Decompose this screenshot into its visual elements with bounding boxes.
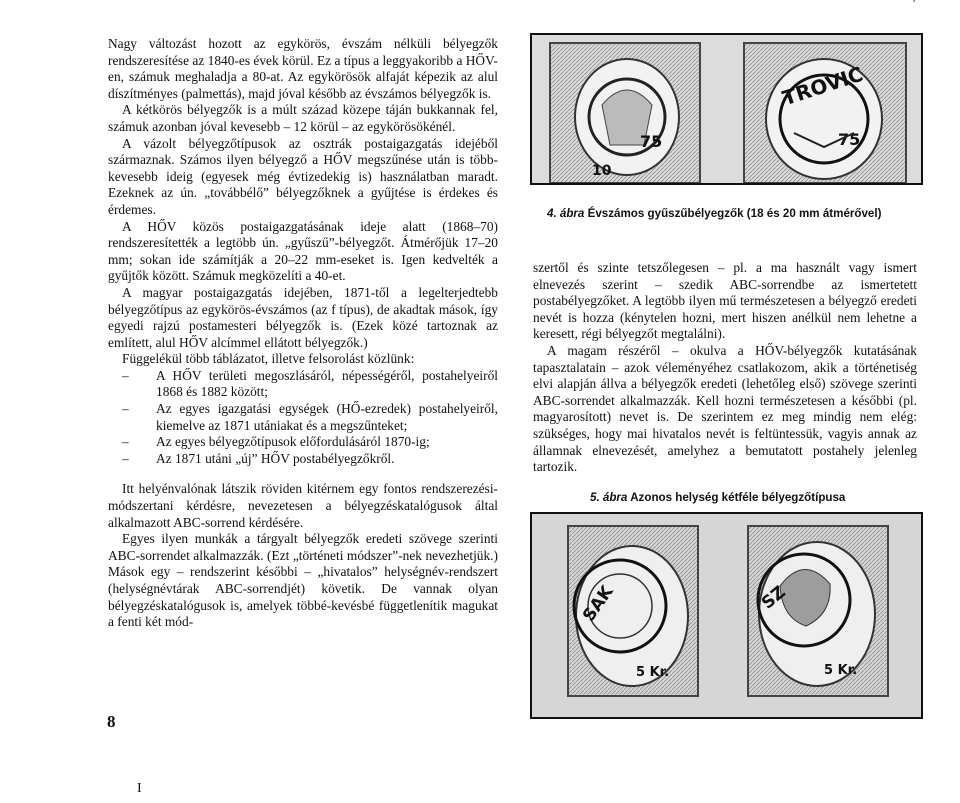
figure-5-number: 5. ábra xyxy=(590,491,628,504)
list-item: – Az egyes igazgatási egységek (HŐ-ezredek) postahelyeiről, kiemelve az 1871 utániakat és a megszűnteket; xyxy=(108,401,498,434)
page-number: 8 xyxy=(107,712,116,731)
bottom-left-stamp-value: 5 Kr. xyxy=(636,665,670,680)
paragraph-hungarian-administration: A magyar postaigazgatás idejében, 1871-től a legelterjedtebb bélyegzőtípus az egykörös-évszámos (az f típus), de akadtak mások, így egyedi rajzú postamesteri bélyegzők is. (Ezek közé tartoznak az említett, alul HŐV alcímmel ellátott bélyegzők.) xyxy=(108,284,498,350)
paragraph-catalog-methods: Egyes ilyen munkák a tárgyalt bélyegzők eredeti szövege szerinti ABC-sorrendet alkalmazzák. (Ezt „történeti módszer”-nek nevezhetjük.) Mások egy – rendszerint későbbi – „hivatalos” helységnév-rendszert (helységnévtárak ABC-sorrendjét) követik. De vannak olyan bélyegzéskatalógusok is, amelyek többé-kevésbé függetlenítik magukat a fenti két mód- xyxy=(108,531,498,630)
top-right-stamp-letters: TROVIC xyxy=(779,61,866,111)
bottom-right-stamp-letters: SZ xyxy=(758,582,790,614)
top-right-stamp-digits: 75 xyxy=(838,130,861,149)
figure-4-text: Évszámos gyűszűbélyegzők (18 és 20 mm átmérővel) xyxy=(587,207,882,220)
edge-mark: I xyxy=(137,781,142,796)
list-item: – Az 1871 utáni „új” HŐV postabélyegzőkről. xyxy=(108,451,498,468)
paragraph-appendix-intro: Függelékül több táblázatot, illetve felsorolást közlünk: xyxy=(122,351,415,367)
appendix-list xyxy=(108,368,498,468)
bottom-right-stamp-value: 5 Kr. xyxy=(824,663,858,678)
top-left-stamp-value: 10 xyxy=(592,163,612,179)
paragraph-author-opinion: A magam részéről – okulva a HŐV-bélyegzők kutatásának tapasztalatain – azok véleményéhez csatlakozom, akik a történetiség elvi alapján állva a bélyegzők eredeti (lehetőleg első) szövege szerinti ABC-sorrendet alkalmazzák. Kell hozni természetesen a későbbi (pl. magyarosított) nevet is. De szerintem ez meg mindig nem elég: szükséges, hogy mai hivatalos nevét is feltüntessük, vagyis annak az államnak elnevezését, amelyhez a bemutatott postahely jelenleg tartozik. xyxy=(533,342,917,475)
paragraph-single-ring-stamps: Nagy változást hozott az egykörös, évszám nélküli bélyegzők rendszeresítése az 1840-es évek körül. Ez a típus a leggyakoribb a HŐV-en, számuk meghaladja a 80-at. Az egykörösök alfaját képezik az alul díszítményes (palmettás), majd jóval később az évszámos bélyegzők is. xyxy=(108,36,498,101)
figure-4-caption xyxy=(547,207,881,220)
paragraph-abc-order-question: Itt helyénvalónak látszik röviden kitérnem egy fontos rendszerezési-módszertani kérdésre, nevezetesen a bélyegzéskatalógusok által alkalmazott ABC-sorrend kérdésére. xyxy=(108,481,498,530)
paragraph-austrian-administration: A vázolt bélyegzőtípusok az osztrák postaigazgatás idejéből származnak. Számos ilyen bélyegző a HŐV megszűnése után is több-kevesebb ideig (egyesek még évtizedekig is) használatban maradt. Ezeknek az ún. „továbbélő” bélyegzőknek a gyűjtése is érdekes és érdemes. xyxy=(108,135,498,217)
figure-4-number: 4. ábra xyxy=(547,207,585,220)
list-item: – Az egyes bélyegzőtípusok előfordulásáról 1870-ig; xyxy=(108,434,498,451)
paragraph-double-ring-stamps: A kétkörös bélyegzők is a múlt század közepe táján bukkannak fel, számuk azonban jóval kevesebb – 12 körül – az egykörösökénél. xyxy=(108,102,498,134)
paragraph-catalog-names: szertől és szinte tetszőlegesen – pl. a ma használt vagy ismert elnevezés szerint – szedik ABC-sorrendbe az ismertetett postabélyegzőket. A legtöbb ilyen mű természetesen a bélyegző eredeti nevét is hozza (kénytelen hozni, mert hiszen anélkül nem lehetne a keresett, régi bélyegzőt megtalálni). xyxy=(533,260,917,342)
paragraph-thimble-stamps: A HŐV közös postaigazgatásának ideje alatt (1868–70) rendszeresítették a legtöbb ún. „gyűszű”-bélyegzőt. Átmérőjük 17–20 mm; sokan ide számítják a 20–22 mm-eseket is. Igen kedvelték a gyűjtők között. Számuk megközelíti a 40-et. xyxy=(108,218,498,284)
bottom-left-stamp-letters: SAK xyxy=(579,582,618,626)
right-text-column xyxy=(533,260,917,476)
corner-mark: ' xyxy=(913,0,916,10)
figure-5-caption xyxy=(590,491,845,504)
figure-5-photo xyxy=(530,512,923,719)
list-item: – A HŐV területi megoszlásáról, népességéről, postahelyeiről 1868 és 1882 között; xyxy=(108,368,498,401)
top-left-stamp-digits: 75 xyxy=(640,132,663,151)
left-text-column xyxy=(108,36,498,631)
figure-5-text: Azonos helység kétféle bélyegzőtípusa xyxy=(630,491,846,504)
figure-4-photo xyxy=(530,33,923,185)
